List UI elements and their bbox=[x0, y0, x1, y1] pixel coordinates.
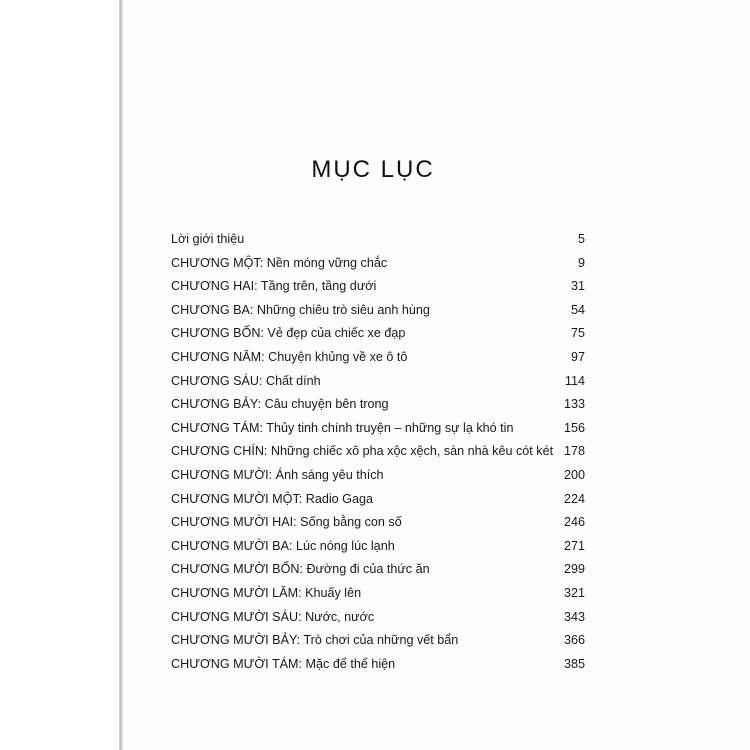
toc-entry-page-number: 75 bbox=[570, 326, 585, 341]
toc-entry-page-number: 31 bbox=[570, 279, 585, 294]
toc-entry bbox=[171, 535, 585, 559]
toc-entry-title: CHƯƠNG BẢY: Câu chuyện bên trong bbox=[171, 397, 389, 412]
toc-entry-title: CHƯƠNG MƯỜI HAI: Sống bằng con số bbox=[171, 515, 402, 530]
toc-entry-page-number: 97 bbox=[570, 349, 585, 364]
toc-entry bbox=[171, 606, 585, 630]
toc-entry-page-number: 114 bbox=[564, 373, 585, 388]
toc-entry-page-number: 271 bbox=[563, 538, 585, 553]
page-title: MỤC LỤC bbox=[311, 156, 435, 184]
toc-entry bbox=[171, 346, 585, 370]
toc-entry bbox=[171, 370, 585, 394]
toc-entry bbox=[171, 511, 585, 535]
toc-entry bbox=[171, 440, 585, 464]
toc-entry-title: CHƯƠNG TÁM: Thủy tinh chính truyện – những sự lạ khó tin bbox=[171, 420, 514, 435]
toc-entry-title: CHƯƠNG BỐN: Vẻ đẹp của chiếc xe đạp bbox=[171, 326, 406, 341]
toc-entry bbox=[171, 558, 585, 582]
toc-entry-page-number: 224 bbox=[563, 491, 585, 506]
toc-entry-title: CHƯƠNG NĂM: Chuyện khủng về xe ô tô bbox=[171, 349, 408, 364]
toc-entry-page-number: 9 bbox=[577, 255, 585, 270]
toc-entry-page-number: 178 bbox=[563, 444, 585, 459]
toc-entry-page-number: 156 bbox=[563, 420, 585, 435]
toc-entry-title: CHƯƠNG CHÍN: Những chiếc xô pha xộc xệch, sàn nhà kêu cót két bbox=[171, 444, 554, 459]
toc-entry-title: CHƯƠNG MƯỜI BỐN: Đường đi của thức ăn bbox=[171, 562, 430, 577]
toc-entry bbox=[171, 582, 585, 606]
toc-entry-page-number: 299 bbox=[563, 562, 585, 577]
toc-entry-title: CHƯƠNG MƯỜI MỘT: Radio Gaga bbox=[171, 491, 373, 506]
toc-entry-title: CHƯƠNG SÁU: Chất dính bbox=[171, 373, 321, 388]
toc-entry-title: CHƯƠNG MƯỜI: Ánh sáng yêu thích bbox=[171, 467, 384, 482]
toc-entry-page-number: 54 bbox=[570, 302, 585, 317]
toc-entry-page-number: 246 bbox=[563, 515, 585, 530]
table-of-contents bbox=[171, 228, 585, 676]
toc-entry bbox=[171, 322, 585, 346]
scan-background bbox=[0, 0, 121, 750]
toc-entry-title: CHƯƠNG BA: Những chiêu trò siêu anh hùng bbox=[171, 302, 430, 317]
toc-entry-page-number: 5 bbox=[577, 232, 585, 246]
toc-entry-title: CHƯƠNG HAI: Tầng trên, tầng dưới bbox=[171, 279, 377, 294]
toc-entry-page-number: 200 bbox=[563, 467, 585, 482]
toc-entry bbox=[171, 393, 585, 417]
toc-entry-title: CHƯƠNG MƯỜI BA: Lúc nóng lúc lạnh bbox=[171, 538, 395, 553]
toc-entry-page-number: 343 bbox=[563, 609, 585, 624]
toc-entry-page-number: 133 bbox=[563, 397, 585, 412]
toc-entry bbox=[171, 252, 585, 276]
toc-entry bbox=[171, 629, 585, 653]
toc-entry-title: CHƯƠNG MƯỜI BẢY: Trò chơi của những vết bẩn bbox=[171, 633, 459, 648]
toc-entry bbox=[171, 653, 585, 677]
toc-entry-title: CHƯƠNG MỘT: Nền móng vững chắc bbox=[171, 255, 388, 270]
toc-entry-page-number: 366 bbox=[563, 633, 585, 648]
toc-entry-title: CHƯƠNG MƯỜI SÁU: Nước, nước bbox=[171, 609, 375, 624]
toc-entry bbox=[171, 275, 585, 299]
toc-entry bbox=[171, 228, 585, 252]
toc-entry bbox=[171, 464, 585, 488]
toc-entry-title: CHƯƠNG MƯỜI TÁM: Mặc để thể hiện bbox=[171, 656, 396, 671]
toc-entry-page-number: 385 bbox=[563, 656, 585, 671]
toc-entry bbox=[171, 417, 585, 441]
toc-entry bbox=[171, 488, 585, 512]
toc-entry-page-number: 321 bbox=[563, 585, 585, 600]
toc-entry bbox=[171, 299, 585, 323]
toc-entry-title: CHƯƠNG MƯỜI LĂM: Khuấy lên bbox=[171, 585, 362, 600]
toc-entry-title: Lời giới thiệu bbox=[171, 232, 245, 246]
